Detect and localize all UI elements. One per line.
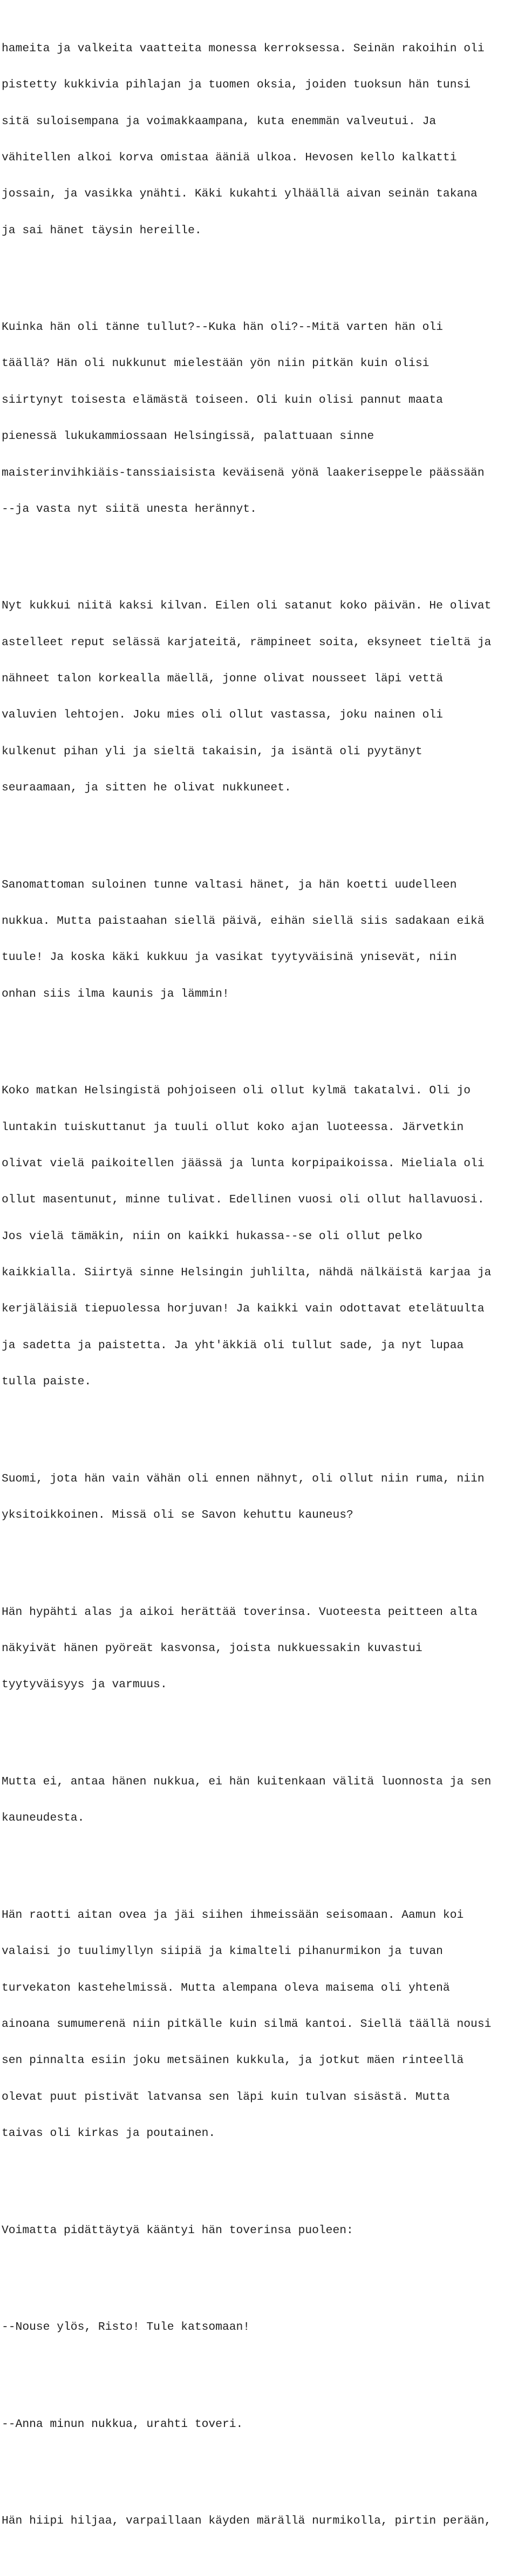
text-line: --Nouse ylös, Risto! Tule katsomaan! [2,2321,250,2334]
text-line: ainoana sumumerenä niin pitkälle kuin silmä kantoi. Siellä täällä nousi [2,2017,492,2031]
text-line: hameita ja valkeita vaatteita monessa kerroksessa. Seinän rakoihin oli [2,42,485,55]
text-line: Suomi, jota hän vain vähän oli ennen nähnyt, oli ollut niin ruma, niin [2,1472,485,1485]
text-line: kauneudesta. [2,1811,85,1825]
text-line: sitä suloisempana ja voimakkaampana, kuta enemmän valveutui. Ja [2,114,437,128]
paragraph-5 [2,1060,517,1412]
text-line: Koko matkan Helsingistä pohjoiseen oli ollut kylmä takatalvi. Oli jo [2,1084,471,1098]
text-line: Mutta ei, antaa hänen nukkua, ei hän kuitenkaan välitä luonnosta ja sen [2,1775,492,1788]
text-line: tuule! Ja koska käki kukkuu ja vasikat tyytyväisinä ynisevät, niin [2,951,457,964]
text-line: nähneet talon korkealla mäellä, jonne olivat nousseet läpi vettä [2,672,443,686]
text-line: yksitoikkoinen. Missä oli se Savon kehuttu kauneus? [2,1509,353,1522]
text-line: Hän hypähti alas ja aikoi herättää toverinsa. Vuoteesta peitteen alta [2,1605,478,1619]
text-line: valuvien lehtojen. Joku mies oli ollut vastassa, joku nainen oli [2,708,443,722]
paragraph-4 [2,855,517,1024]
text-line: taivas oli kirkas ja poutainen. [2,2126,216,2140]
text-line: kerjäläisiä tiepuolessa horjuvan! Ja kaikki vain odottavat etelätuulta [2,1302,485,1316]
text-line: --Anna minun nukkua, urahti toveri. [2,2417,243,2431]
text-line: --ja vasta nyt siitä unesta herännyt. [2,502,257,516]
text-line: tyytyväisyys ja varmuus. [2,1678,167,1692]
paragraph-2 [2,297,517,539]
text-line: valaisi jo tuulimyllyn siipiä ja kimalteli pihanurmikon ja tuvan [2,1945,443,1958]
text-line: ollut masentunut, minne tulivat. Edellinen vuosi oli ollut hallavuosi. [2,1193,485,1207]
paragraph-9 [2,1885,517,2163]
text-line: ja sai hänet täysin hereille. [2,224,202,237]
text-line: Hän raotti aitan ovea ja jäi siihen ihmeissään seisomaan. Aamun koi [2,1908,464,1922]
text-line: Jos vielä tämäkin, niin on kaikki hukassa--se oli ollut pelko [2,1229,422,1243]
text-line: ja sadetta ja paistetta. Ja yht'äkkiä oli tullut sade, ja nyt lupaa [2,1338,464,1352]
paragraph-3 [2,576,517,819]
paragraph-10 [2,2200,517,2261]
text-line: kaikkialla. Siirtyä sinne Helsingin juhlilta, nähdä nälkäistä karjaa ja [2,1266,492,1280]
text-line: astelleet reput selässä karjateitä, rämpineet soita, eksyneet tieltä ja [2,635,492,649]
text-line: jossain, ja vasikka ynähti. Käki kukahti ylhäällä aivan seinän takana [2,187,478,201]
paragraph-6 [2,1449,517,1546]
text-line: Nyt kukkui niitä kaksi kilvan. Eilen oli satanut koko päivän. He olivat [2,599,492,613]
text-line: Voimatta pidättäytyä kääntyi hän toverinsa puoleen: [2,2223,353,2237]
text-line: vähitellen alkoi korva omistaa ääniä ulkoa. Hevosen kello kalkatti [2,151,457,164]
text-line: näkyivät hänen pyöreät kasvonsa, joista nukkuessakin kuvastui [2,1642,422,1655]
text-line: nukkua. Mutta paistaahan siellä päivä, eihän siellä siis sadakaan eikä [2,915,485,928]
text-line: luntakin tuiskuttanut ja tuuli ollut koko ajan luoteessa. Järvetkin [2,1120,464,1134]
text-line: turvekaton kastehelmissä. Mutta alempana oleva maisema oli yhtenä [2,1981,450,1994]
text-line: Sanomattoman suloinen tunne valtasi hänet, ja hän koetti uudelleen [2,878,457,891]
text-line: pistetty kukkivia pihlajan ja tuomen oksia, joiden tuoksun hän tunsi [2,78,471,92]
text-line: täällä? Hän oli nukkunut mielestään yön niin pitkän kuin olisi [2,357,430,370]
paragraph-11 [2,2297,517,2357]
text-line: tulla paiste. [2,1375,92,1389]
text-line: siirtynyt toisesta elämästä toiseen. Oli kuin olisi pannut maata [2,393,443,407]
text-line: olevat puut pistivät latvansa sen läpi kuin tulvan sisästä. Mutta [2,2090,450,2104]
paragraph-1 [2,18,517,261]
text-line: maisterinvihkiäis-tanssiaisista keväisenä yönä laakeriseppele päässään [2,466,485,479]
paragraph-12 [2,2394,517,2455]
paragraph-13 [2,2491,517,2551]
text-line: olivat vielä paikoitellen jäässä ja lunta korpipaikoissa. Mieliala oli [2,1157,485,1171]
text-line: kulkenut pihan yli ja sieltä takaisin, ja isäntä oli pyytänyt [2,745,422,758]
document-body [2,0,517,2576]
text-line: onhan siis ilma kaunis ja lämmin! [2,987,229,1000]
text-line: Kuinka hän oli tänne tullut?--Kuka hän oli?--Mitä varten hän oli [2,321,443,334]
paragraph-7 [2,1582,517,1715]
text-line: seuraamaan, ja sitten he olivat nukkuneet. [2,781,291,795]
paragraph-8 [2,1752,517,1849]
text-line: pienessä lukukammiossaan Helsingissä, palattuaan sinne [2,430,374,443]
text-line: sen pinnalta esiin joku metsäinen kukkula, ja jotkut mäen rinteellä [2,2054,464,2067]
text-line: Hän hiipi hiljaa, varpaillaan käyden märällä nurmikolla, pirtin perään, [2,2514,492,2528]
